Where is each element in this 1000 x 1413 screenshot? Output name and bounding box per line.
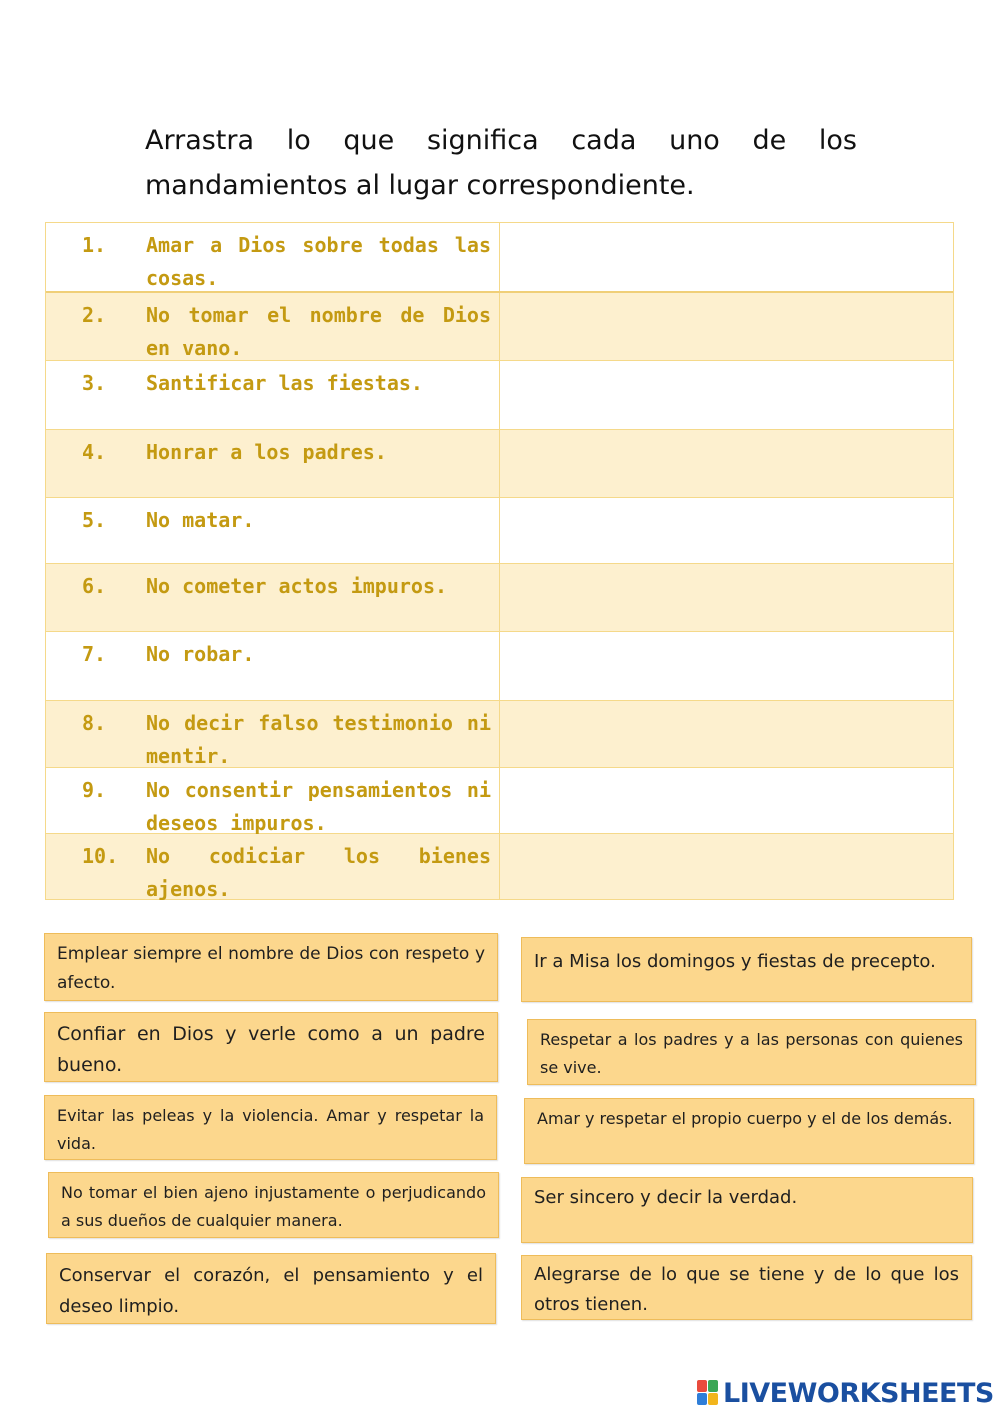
drop-zone-6[interactable] [500, 564, 953, 631]
table-row [46, 564, 953, 632]
drag-card[interactable]: Alegrarse de lo que se tiene y de lo que los otros tienen. [521, 1255, 972, 1320]
drop-zone-5[interactable] [500, 498, 953, 563]
drag-card[interactable]: Ser sincero y decir la verdad. [521, 1177, 973, 1243]
commandment-text: Honrar a los padres. [146, 440, 387, 464]
commandment-text: No codiciar los bienes ajenos. [146, 844, 491, 901]
drag-card[interactable]: Ir a Misa los domingos y fiestas de precepto. [521, 937, 972, 1002]
commandment-number: 5. [82, 508, 107, 532]
brand-logo [697, 1376, 994, 1410]
drop-zone-7[interactable] [500, 632, 953, 700]
commandment-text: No robar. [146, 642, 255, 666]
commandment-number: 7. [82, 642, 107, 666]
commandment-number: 10. [82, 844, 119, 868]
instruction-text: Arrastra lo que significa cada uno de los mandamientos al lugar correspondiente. [145, 125, 857, 201]
table-row [46, 430, 953, 498]
drag-card[interactable]: Emplear siempre el nombre de Dios con respeto y afecto. [44, 933, 498, 1001]
drag-card[interactable]: No tomar el bien ajeno injustamente o perjudicando a sus dueños de cualquier manera. [48, 1172, 499, 1238]
commandment-number: 1. [82, 233, 107, 257]
liveworksheets-logo-icon [697, 1380, 719, 1406]
commandments-table [45, 222, 954, 900]
commandment-text: Amar a Dios sobre todas las cosas. [146, 233, 491, 290]
commandment-number: 2. [82, 303, 107, 327]
table-row [46, 834, 953, 899]
table-row [46, 498, 953, 564]
table-row [46, 701, 953, 768]
commandment-number: 6. [82, 574, 107, 598]
drop-zone-2[interactable] [500, 293, 953, 360]
table-row [46, 768, 953, 834]
drag-card[interactable]: Amar y respetar el propio cuerpo y el de los demás. [524, 1098, 974, 1164]
commandment-text: No consentir pensamientos ni deseos impuros. [146, 778, 491, 835]
commandment-text: No cometer actos impuros. [146, 574, 448, 598]
drop-zone-3[interactable] [500, 361, 953, 429]
commandment-number: 8. [82, 711, 107, 735]
commandment-text: No matar. [146, 508, 255, 532]
commandment-text: No tomar el nombre de Dios en vano. [146, 303, 491, 360]
table-row [46, 223, 953, 293]
commandment-text: Santificar las fiestas. [146, 371, 423, 395]
commandment-text: No decir falso testimonio ni mentir. [146, 711, 491, 768]
drop-zone-8[interactable] [500, 701, 953, 767]
brand-name: LIVEWORKSHEETS [723, 1377, 994, 1409]
drop-zone-10[interactable] [500, 834, 953, 899]
commandment-number: 4. [82, 440, 107, 464]
drag-card[interactable]: Conservar el corazón, el pensamiento y el deseo limpio. [46, 1253, 496, 1324]
table-row [46, 361, 953, 430]
table-row [46, 293, 953, 361]
commandment-number: 3. [82, 371, 107, 395]
commandment-number: 9. [82, 778, 107, 802]
drag-card[interactable]: Respetar a los padres y a las personas con quienes se vive. [527, 1019, 976, 1085]
drag-card[interactable]: Evitar las peleas y la violencia. Amar y respetar la vida. [44, 1095, 497, 1160]
table-row [46, 632, 953, 701]
drag-card[interactable]: Confiar en Dios y verle como a un padre bueno. [44, 1012, 498, 1082]
drop-zone-4[interactable] [500, 430, 953, 497]
drop-zone-1[interactable] [500, 223, 953, 291]
drop-zone-9[interactable] [500, 768, 953, 833]
